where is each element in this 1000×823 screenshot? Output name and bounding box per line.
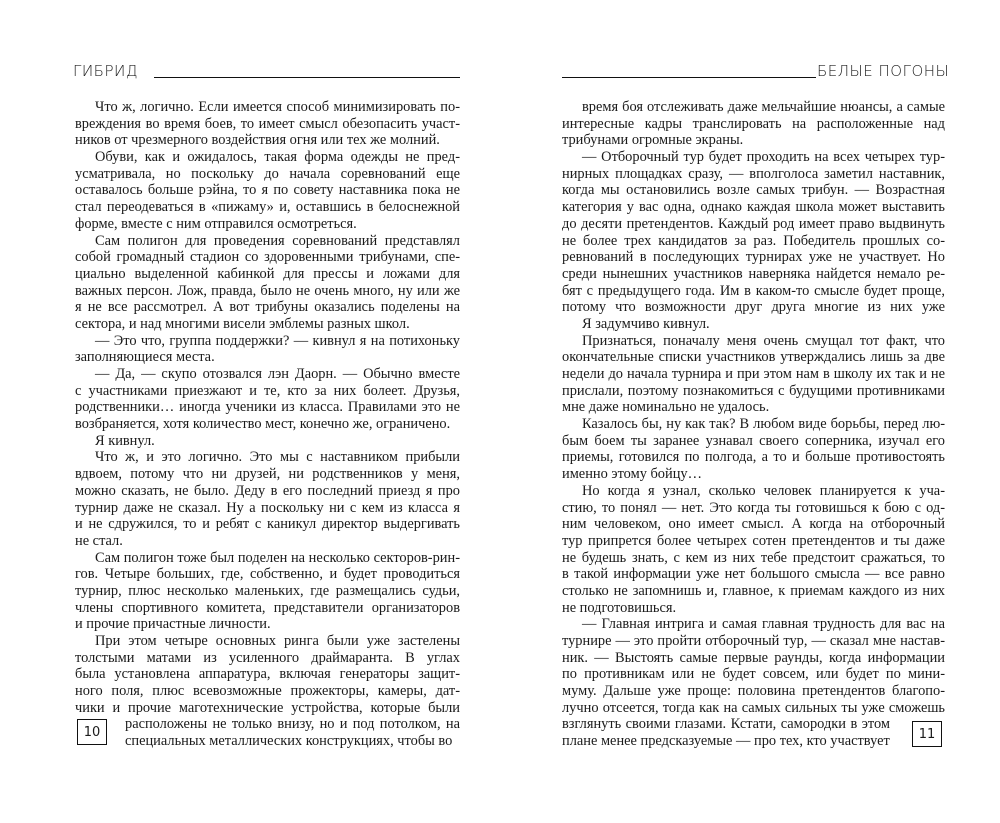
text-line: потому что возможности друг друга многие из них уже bbox=[562, 299, 945, 316]
text-line: Обуви, как и ожидалось, такая форма одежды не пред- bbox=[95, 149, 460, 166]
text-line: нирных площадках сразу, — вполголоса заметил наставник, bbox=[562, 165, 945, 182]
text-line: Что ж, и это логично. Это мы с наставником прибыли bbox=[95, 449, 460, 466]
text-line: стию, то понял — нет. Это когда ты готовишься к бою с од- bbox=[562, 499, 945, 516]
text-line: При этом четыре основных ринга были уже застелены bbox=[95, 633, 460, 649]
text-line: вдвоем, потому что ни друзей, ни родственников у меня, bbox=[75, 466, 460, 483]
text-line: мне даже номинально не удалось. bbox=[562, 399, 770, 416]
text-line: — Это что, группа поддержки? — кивнул я на потихоньку bbox=[95, 332, 460, 349]
text-line: родственники… иногда ученики из класса. Правилами это не bbox=[75, 399, 460, 416]
text-line: категория у вас одна, однако каждая школа может выставить bbox=[562, 199, 945, 216]
paragraph bbox=[75, 433, 460, 450]
paragraph bbox=[75, 233, 460, 333]
text-line: плане менее предсказуемые — про тех, кто участвует bbox=[562, 733, 890, 750]
text-line: расположены не только внизу, но и под потолком, на bbox=[125, 716, 460, 733]
text-line: ник. — Выстоять самые первые раунды, когда информации bbox=[562, 649, 945, 666]
paragraph bbox=[562, 416, 945, 483]
paragraph bbox=[562, 483, 945, 617]
text-line: ного поля, плюс всевозможные прожекторы, камеры, дат- bbox=[75, 683, 460, 700]
header-rule bbox=[154, 77, 460, 78]
text-line: толстыми матами из усиленного драймаранта. В углах bbox=[75, 649, 460, 666]
text-line: была установлена аппаратура, включая генераторы защит- bbox=[75, 666, 460, 683]
text-line: не будешь знать, с кем из них тебе предстоит сражаться, то bbox=[562, 549, 945, 566]
text-line: — Да, — скупо отозвался лэн Даорн. — Обычно вместе bbox=[95, 366, 460, 382]
text-line: бят с предыдущего года. Им в каком-то смысле будет проще, bbox=[562, 282, 945, 299]
text-line: можно сказать, не было. Деду в его последний приезд я про bbox=[75, 482, 460, 499]
text-line: бым боем ты заранее узнавал своего соперника, изучал его bbox=[562, 432, 945, 449]
paragraph bbox=[75, 149, 460, 232]
text-line: Что ж, логично. Если имеется способ минимизировать по- bbox=[95, 99, 460, 115]
text-line: Но когда я узнал, сколько человек планируется к уча- bbox=[582, 482, 945, 499]
text-line: турнире — это пройти отборочный тур, — сказал мне настав- bbox=[562, 633, 945, 649]
text-line: именно этому бойцу… bbox=[562, 466, 702, 483]
text-line: до десяти претендентов. Каждый род имеет право выдвинуть bbox=[562, 215, 945, 232]
text-line: — Отборочный тур будет проходить на всех четырех тур- bbox=[582, 149, 945, 166]
text-line: тур припрется более четырех сотен претендентов и ты даже bbox=[562, 532, 945, 549]
paragraph bbox=[75, 633, 460, 750]
text-line: турнир, плюс несколько маленьких, где размещались судьи, bbox=[75, 582, 460, 599]
text-line: среди нынешних участников наверняка найдется немало ре- bbox=[562, 265, 945, 282]
text-line: интересные кадры транслировать на расположенные над bbox=[562, 115, 945, 132]
page-number: 10 bbox=[77, 719, 107, 745]
text-line: оставалось больше рэйна, то я по совету наставника пока не bbox=[75, 182, 460, 199]
text-line: муму. Дальше уже проще: половина претендентов благопо- bbox=[562, 683, 945, 700]
running-head-book-title: ГИБРИД bbox=[73, 62, 138, 80]
text-line: специальных металлических конструкциях, чтобы во bbox=[125, 733, 453, 750]
text-line: взглянуть своими глазами. Кстати, самородки в этом bbox=[562, 716, 890, 733]
paragraph bbox=[562, 616, 945, 750]
text-line: прислали, поэтому познакомиться с будущими противниками bbox=[562, 382, 945, 399]
text-line: Сам полигон для проведения соревнований представлял bbox=[95, 232, 460, 249]
text-line: Я задумчиво кивнул. bbox=[582, 315, 710, 332]
text-line: и не сдружился, то и ребят с каникул директор выдергивать bbox=[75, 516, 460, 533]
page-body-text bbox=[562, 99, 945, 750]
text-line: стал переодеваться в «пижаму» и, оставшись в белоснежной bbox=[75, 199, 460, 216]
right-page bbox=[500, 0, 1000, 823]
paragraph bbox=[562, 316, 945, 333]
text-line: гов. Четыре больших, где, собственно, и будет проводиться bbox=[75, 566, 460, 583]
paragraph bbox=[75, 550, 460, 633]
text-line: вреждения во время боев, то имеет смысл обезопасить участ- bbox=[75, 115, 460, 132]
text-line: недели до начала турнира и при этом нам в школу их так и не bbox=[562, 366, 945, 382]
text-line: в такой информации уже нет большого смысла — все равно bbox=[562, 566, 945, 583]
text-line: Казалось бы, ну как так? В любом виде борьбы, перед лю- bbox=[582, 416, 945, 433]
paragraph bbox=[75, 333, 460, 366]
text-line: не более трех кандидатов за раз. Победитель прошлых со- bbox=[562, 232, 945, 249]
text-line: члены спортивного комитета, представители организаторов bbox=[75, 599, 460, 616]
text-line: ревнований в последующих турнирах уже не участвует. Но bbox=[562, 249, 945, 266]
text-line: заполняющиеся места. bbox=[75, 349, 215, 366]
paragraph bbox=[562, 333, 945, 416]
page-body-text bbox=[75, 99, 460, 750]
text-line: по противникам или не будет совсем, или будет по мини- bbox=[562, 666, 945, 683]
text-line: лучно отсеется, тогда как на самых сильных ты уже сможешь bbox=[562, 699, 945, 716]
text-line: окончательные списки участников утверждались лишь за две bbox=[562, 349, 945, 366]
text-line: сектора, и над многими висели эмблемы разных школ. bbox=[75, 315, 410, 332]
text-line: усматривала, но поскольку до начала соревнований еще bbox=[75, 165, 460, 182]
text-line: форме, вместе с ним отправился осмотреться. bbox=[75, 215, 357, 232]
text-line: возбраняется, хотя количество мест, конечно же, ограничено. bbox=[75, 416, 451, 433]
text-line: с участниками приезжают и те, кто за них болеет. Друзья, bbox=[75, 382, 460, 399]
paragraph bbox=[75, 449, 460, 549]
running-head-chapter-title: БЕЛЫЕ ПОГОНЫ bbox=[817, 62, 950, 80]
header-rule bbox=[562, 77, 816, 78]
text-line: турнир даже не сказал. Ну а поскольку ни с кем из класса я bbox=[75, 499, 460, 516]
text-line: — Главная интрига и самая главная трудность для вас на bbox=[582, 616, 945, 633]
text-line: не стал. bbox=[75, 532, 123, 549]
text-line: ним человеком, оно имеет смысл. А когда на отборочный bbox=[562, 516, 945, 533]
text-line: я не все рассмотрел. А вот трибуны оказались поделены на bbox=[75, 299, 460, 316]
paragraph bbox=[562, 99, 945, 149]
text-line: Я кивнул. bbox=[95, 432, 155, 449]
text-line: ников от чрезмерного воздействия огня или тех же молний. bbox=[75, 132, 440, 149]
paragraph bbox=[75, 366, 460, 433]
text-line: Сам полигон тоже был поделен на несколько секторов-рин- bbox=[95, 549, 460, 566]
text-line: собой громадный стадион со здоровенными трибунами, спе- bbox=[75, 249, 460, 266]
text-line: и прочие причастные личности. bbox=[75, 616, 271, 633]
text-line: циально выделенной кабинкой для прессы и ложами для bbox=[75, 265, 460, 282]
paragraph bbox=[562, 149, 945, 316]
text-line: когда мы остановились возле самых трибун. — Возрастная bbox=[562, 182, 945, 199]
text-line: столько не запомнишь и, главное, к приемам каждого из них bbox=[562, 582, 945, 599]
page-number: 11 bbox=[912, 721, 942, 747]
text-line: Признаться, поначалу меня очень смущал тот факт, что bbox=[582, 332, 945, 349]
text-line: приемы, готовился по полгода, а то и больше противостоять bbox=[562, 449, 945, 466]
text-line: не подготовишься. bbox=[562, 599, 677, 616]
text-line: время боя отслеживать даже мельчайшие нюансы, а самые bbox=[582, 99, 945, 115]
paragraph bbox=[75, 99, 460, 149]
text-line: чики и прочие маготехнические устройства, которые были bbox=[75, 699, 460, 716]
text-line: трибунами огромные экраны. bbox=[562, 132, 744, 149]
text-line: важных персон. Лож, правда, было не очень много, ну или же bbox=[75, 282, 460, 299]
